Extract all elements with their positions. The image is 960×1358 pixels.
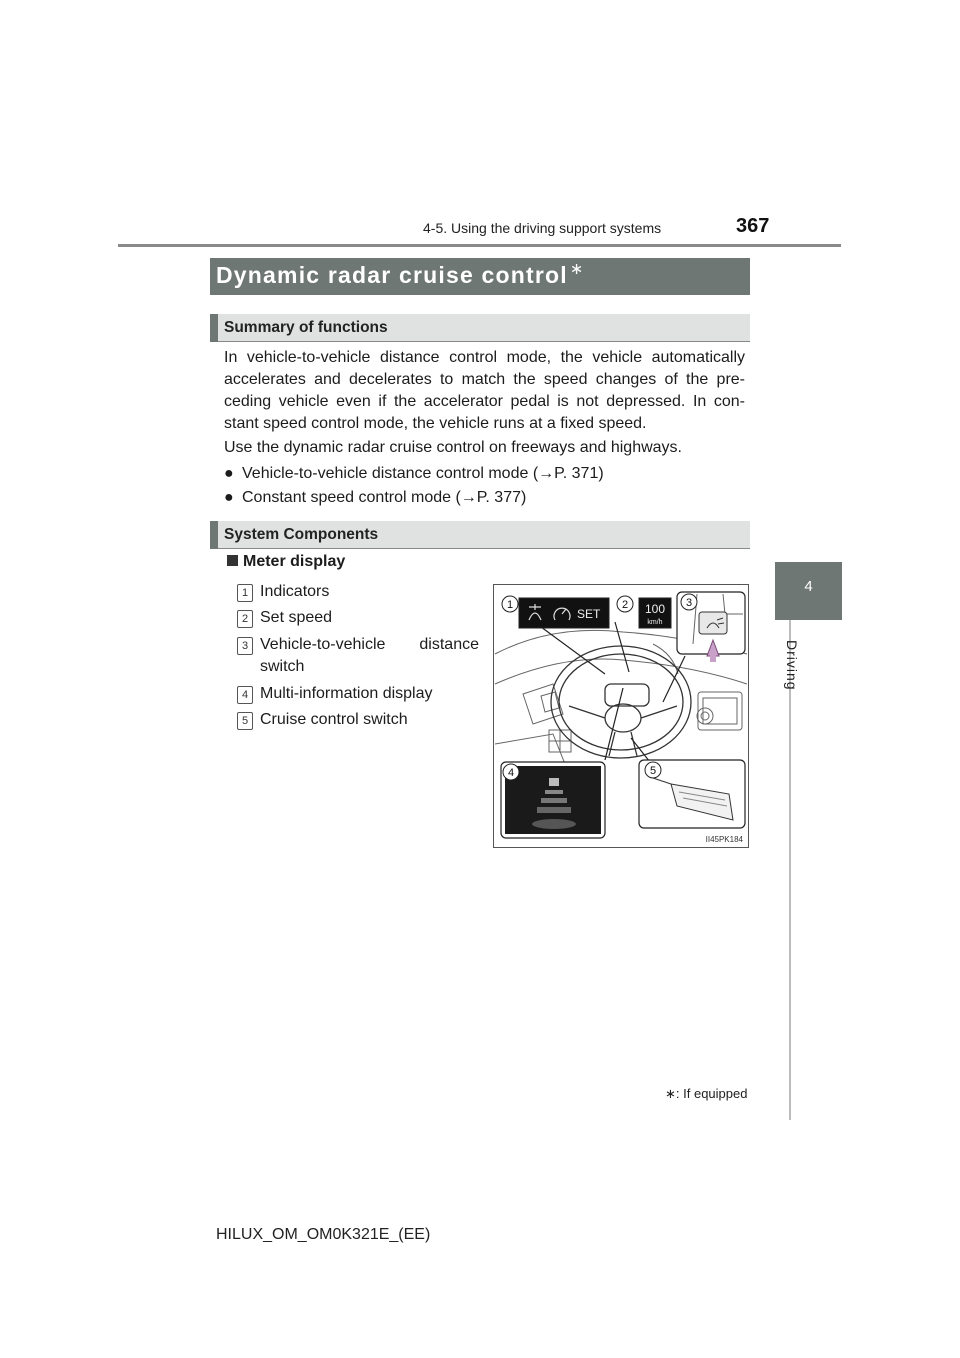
footnote [665, 1086, 747, 1102]
equipped-marker: ∗ [569, 261, 585, 278]
legend-label-continued: switch [260, 658, 305, 675]
summary-paragraph-2: Use the dynamic radar cruise control on freeways and highways. [224, 439, 682, 456]
meter-display-heading-text: Meter display [243, 553, 346, 570]
summary-heading: Summary of functions [224, 319, 388, 336]
legend-number: 5 [237, 712, 253, 730]
bullet-item [224, 487, 526, 509]
callout-1: 1 [506, 599, 514, 611]
legend-label: Vehicle-to-vehicle distance [260, 636, 479, 653]
chapter-tab-line [789, 620, 791, 1120]
cockpit-illustration [493, 584, 749, 848]
set-speed-value: 100 [644, 602, 666, 616]
page-title [216, 262, 585, 289]
legend-label: Multi-information display [260, 685, 433, 702]
legend-number: 1 [237, 584, 253, 602]
footnote-marker: ∗ [665, 1086, 676, 1101]
section-breadcrumb: 4-5. Using the driving support systems [423, 220, 662, 236]
set-label: SET [577, 607, 601, 621]
chapter-tab-label: Driving [784, 640, 800, 691]
legend-number: 3 [237, 637, 253, 655]
legend-label: Indicators [260, 583, 330, 600]
document-code: HILUX_OM_OM0K321E_(EE) [216, 1226, 431, 1243]
bullet-item [224, 463, 604, 485]
bullet-text: Vehicle-to-vehicle distance control mode (→P. 371) [242, 465, 604, 482]
figure-code: II45PK184 [705, 835, 743, 844]
callout-5: 5 [649, 765, 657, 777]
summary-heading-accent [210, 314, 218, 342]
square-bullet-icon [227, 555, 238, 566]
meter-display-heading [227, 553, 345, 571]
legend-number: 2 [237, 610, 253, 628]
page-title-text: Dynamic radar cruise control [216, 262, 568, 288]
callout-3: 3 [685, 597, 693, 609]
summary-paragraph-1: In vehicle-to-vehicle distance control mode, the vehicle automatically accelerates and decelerates to match the speed changes of the pre-ceding vehicle even if the accelerator pedal is not depressed. In con-stant speed control mode, the vehicle runs at a fixed speed. [224, 349, 745, 432]
legend-label: Cruise control switch [260, 711, 408, 728]
header-rule [118, 244, 841, 247]
chapter-tab-number: 4 [804, 578, 813, 595]
page-number: 367 [736, 215, 770, 237]
callout-4: 4 [507, 767, 515, 779]
bullet-text: Constant speed control mode (→P. 377) [242, 489, 527, 506]
bullet-dot-icon: ● [224, 489, 234, 506]
bullet-dot-icon: ● [224, 465, 234, 482]
components-heading: System Components [224, 526, 379, 543]
set-speed-unit: km/h [647, 619, 663, 626]
callout-2: 2 [621, 599, 629, 611]
footnote-text: : If equipped [675, 1086, 748, 1101]
legend-number: 4 [237, 686, 253, 704]
components-heading-accent [210, 521, 218, 549]
legend-label: Set speed [260, 609, 333, 626]
